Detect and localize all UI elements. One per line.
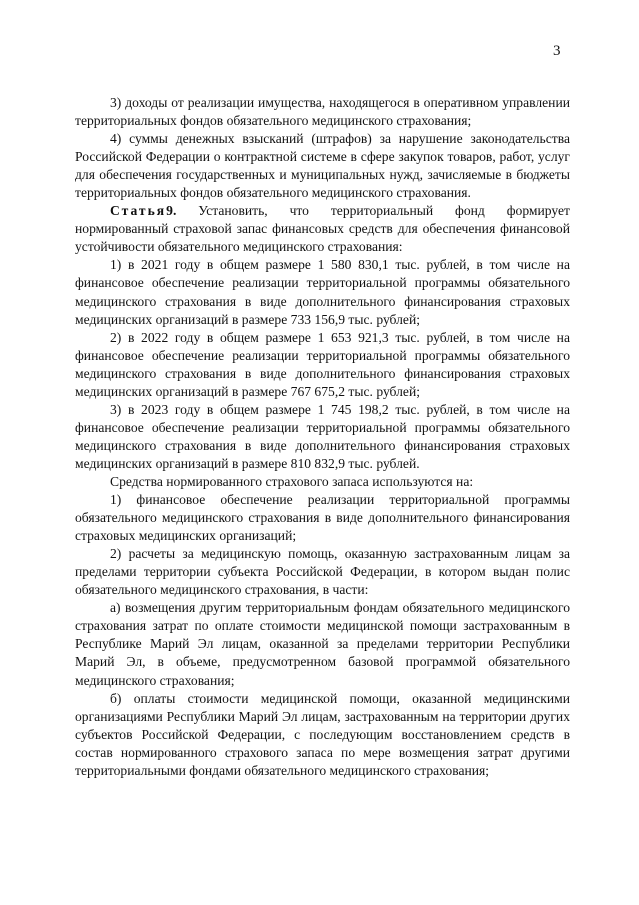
paragraph-reserve-2023: 3) в 2023 году в общем размере 1 745 198,2 тыс. рублей, в том числе на финансовое обеспечение реализации территориальной программы обязательного медицинского страхования в виде дополнительного финансирования страховых медицинских организаций в размере 810 832,9 тыс. рублей.	[75, 401, 570, 471]
article-number: 9.	[166, 203, 177, 219]
page-number: 3	[553, 43, 561, 59]
article-heading: Статья	[110, 203, 167, 219]
paragraph-income-property: 3) доходы от реализации имущества, находящегося в оперативном управлении территориальных фондов обязательного медицинского страхования;	[75, 95, 570, 129]
paragraph-reserve-2021: 1) в 2021 году в общем размере 1 580 830,1 тыс. рублей, в том числе на финансовое обеспечение реализации территориальной программы обязательного медицинского страхования в виде дополнительного финансирования страховых медицинских организаций в размере 733 156,9 тыс. рублей;	[75, 257, 570, 327]
paragraph-reserve-2022: 2) в 2022 году в общем размере 1 653 921,3 тыс. рублей, в том числе на финансовое обеспечение реализации территориальной программы обязательного медицинского страхования в виде дополнительного финансирования страховых медицинских организаций в размере 767 675,2 тыс. рублей;	[75, 329, 570, 399]
paragraph-fines: 4) суммы денежных взысканий (штрафов) за нарушение законодательства Российской Федерации о контрактной системе в сфере закупок товаров, работ, услуг для обеспечения государственных и муниципальных нужд, зачисляемые в бюджеты территориальных фондов обязательного медицинского страхования.	[75, 131, 570, 201]
document-body	[75, 94, 570, 780]
article-text: Установить, что территориальный фонд формирует нормированный страховой запас финансовых средств для обеспечения финансовой устойчивости обязательного медицинского страхования:	[75, 203, 570, 255]
paragraph-usage-2: 2) расчеты за медицинскую помощь, оказанную застрахованным лицам за пределами территории субъекта Российской Федерации, в котором выдан полис обязательного медицинского страхования, в части:	[75, 546, 570, 598]
paragraph-usage-1: 1) финансовое обеспечение реализации территориальной программы обязательного медицинского страхования в виде дополнительного финансирования страховых медицинских организаций;	[75, 492, 570, 544]
paragraph-usage-2a: а) возмещения другим территориальным фондам обязательного медицинского страхования затрат по оплате стоимости медицинской помощи застрахованным в Республике Марий Эл лицам, оказанной за пределами территории Республики Марий Эл, в объеме, предусмотренном базовой программой обязательного медицинского страхования;	[75, 600, 570, 688]
paragraph-reserve-usage-intro: Средства нормированного страхового запаса используются на:	[110, 473, 474, 489]
paragraph-article-9	[75, 202, 570, 256]
paragraph-usage-2b: б) оплаты стоимости медицинской помощи, оказанной медицинскими организациями Республики Марий Эл лицам, застрахованным на территории других субъектов Российской Федерации, с последующим восстановлением средств в состав нормированного страхового запаса по мере возмещения затрат другими территориальными фондами обязательного медицинского страхования;	[75, 690, 570, 778]
